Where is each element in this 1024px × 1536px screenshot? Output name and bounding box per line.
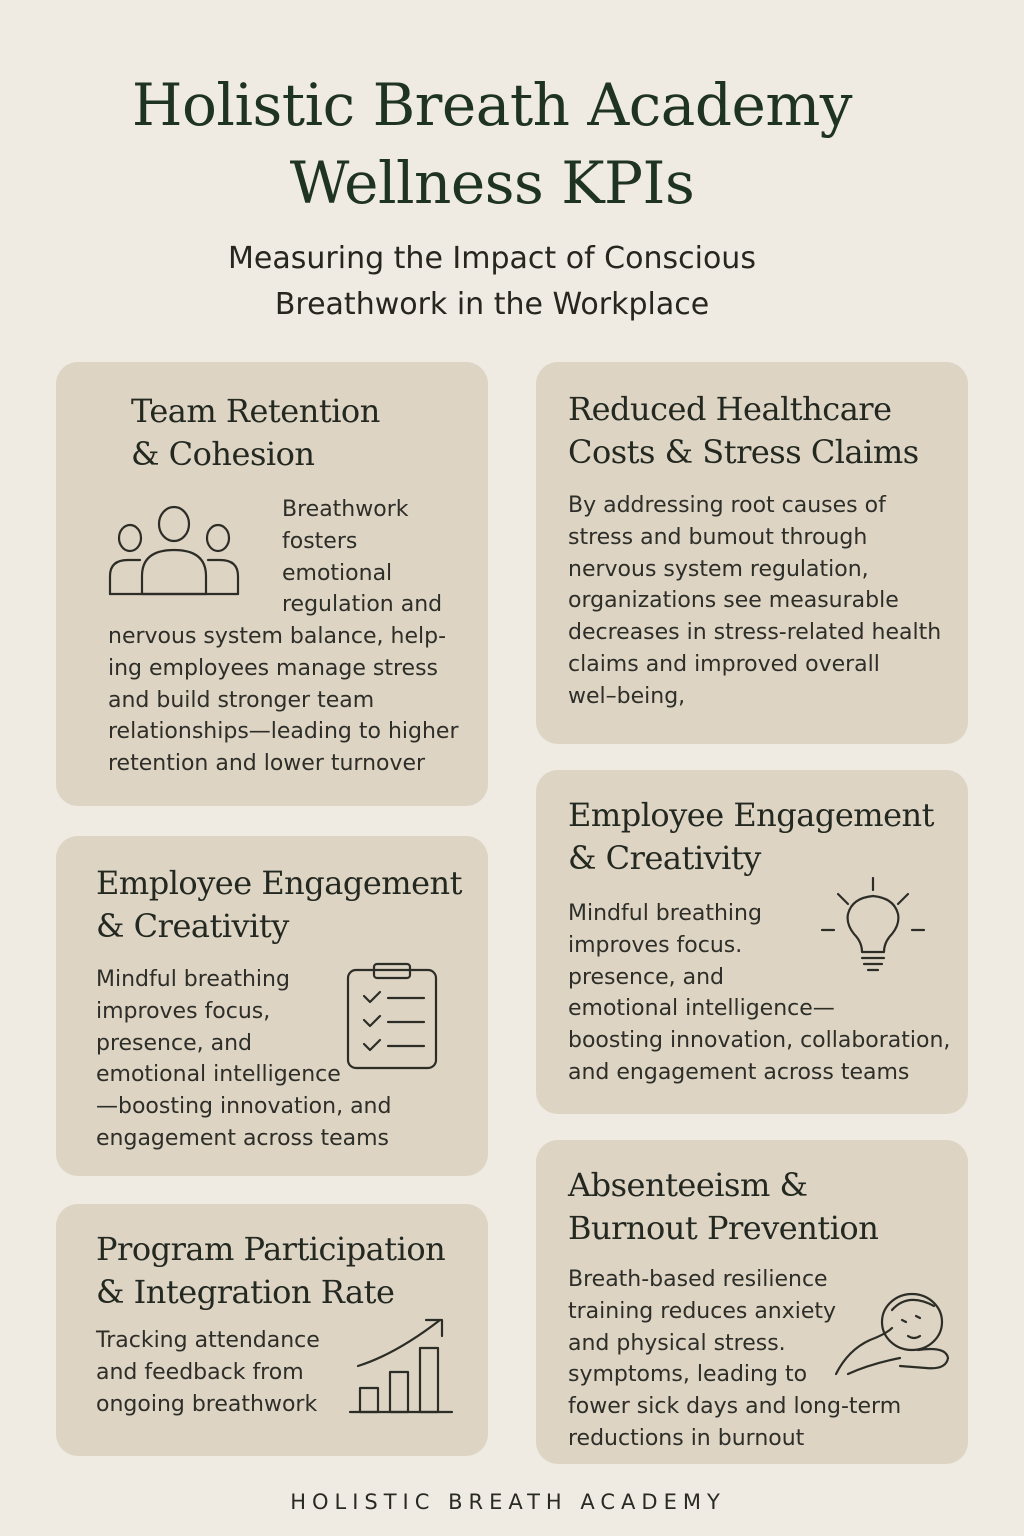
card-title: Absenteeism & Burnout Prevention [568, 1166, 879, 1247]
card-title: Team Retention & Cohesion [131, 392, 380, 473]
kpi-card-team-retention [56, 362, 488, 806]
card-body: Mindful breathing improves focus, presence, and emotional intelligence —boosting innovation, and engagement across teams [96, 967, 392, 1151]
subtitle-line-2: Breathwork in the Workplace [274, 287, 710, 322]
kpi-card-engagement-right [536, 770, 968, 1114]
title-line-2: Wellness KPIs [289, 149, 695, 217]
card-body: Mindful breathing improves focus. presence, and emotional intelligence— boosting innovation, collaboration, and engagement across teams [568, 901, 951, 1085]
card-title: Reduced Healthcare Costs & Stress Claims [568, 390, 919, 471]
card-body: Breath-based resilience training reduces anxiety and physical stress. symptoms, leading to fower sick days and long-term reductions in burnout [568, 1267, 902, 1451]
card-title: Program Participation & Integration Rate [96, 1230, 446, 1311]
card-body: By addressing root causes of stress and bumout through nervous system regulation, organizations see measurable decreases in stress-related health claims and improved overall wel–being, [568, 493, 942, 709]
page-title [0, 66, 984, 222]
title-line-1: Holistic Breath Academy [131, 71, 853, 139]
card-body-wrapped: Breathwork fosters emotional regulation and [282, 497, 443, 618]
card-body: nervous system balance, help- ing employees manage stress and build stronger team relationships—leading to higher retention and lower turnover [108, 624, 459, 777]
kpi-card-engagement-left [56, 836, 488, 1176]
card-title: Employee Engagement & Creativity [568, 796, 935, 877]
subtitle-line-1: Measuring the Impact of Conscious [228, 241, 756, 276]
footer-brand: HOLISTIC BREATH ACADEMY [290, 1490, 726, 1514]
growth-bar-chart-icon [346, 1314, 456, 1418]
card-title: Employee Engagement & Creativity [96, 864, 463, 945]
kpi-card-absenteeism [536, 1140, 968, 1464]
kpi-card-program-participation [56, 1204, 488, 1456]
people-group-icon [104, 502, 244, 602]
card-body: Tracking attendance and feedback from ongoing breathwork [96, 1328, 320, 1417]
page-subtitle [0, 236, 984, 328]
kpi-card-healthcare-costs [536, 362, 968, 744]
